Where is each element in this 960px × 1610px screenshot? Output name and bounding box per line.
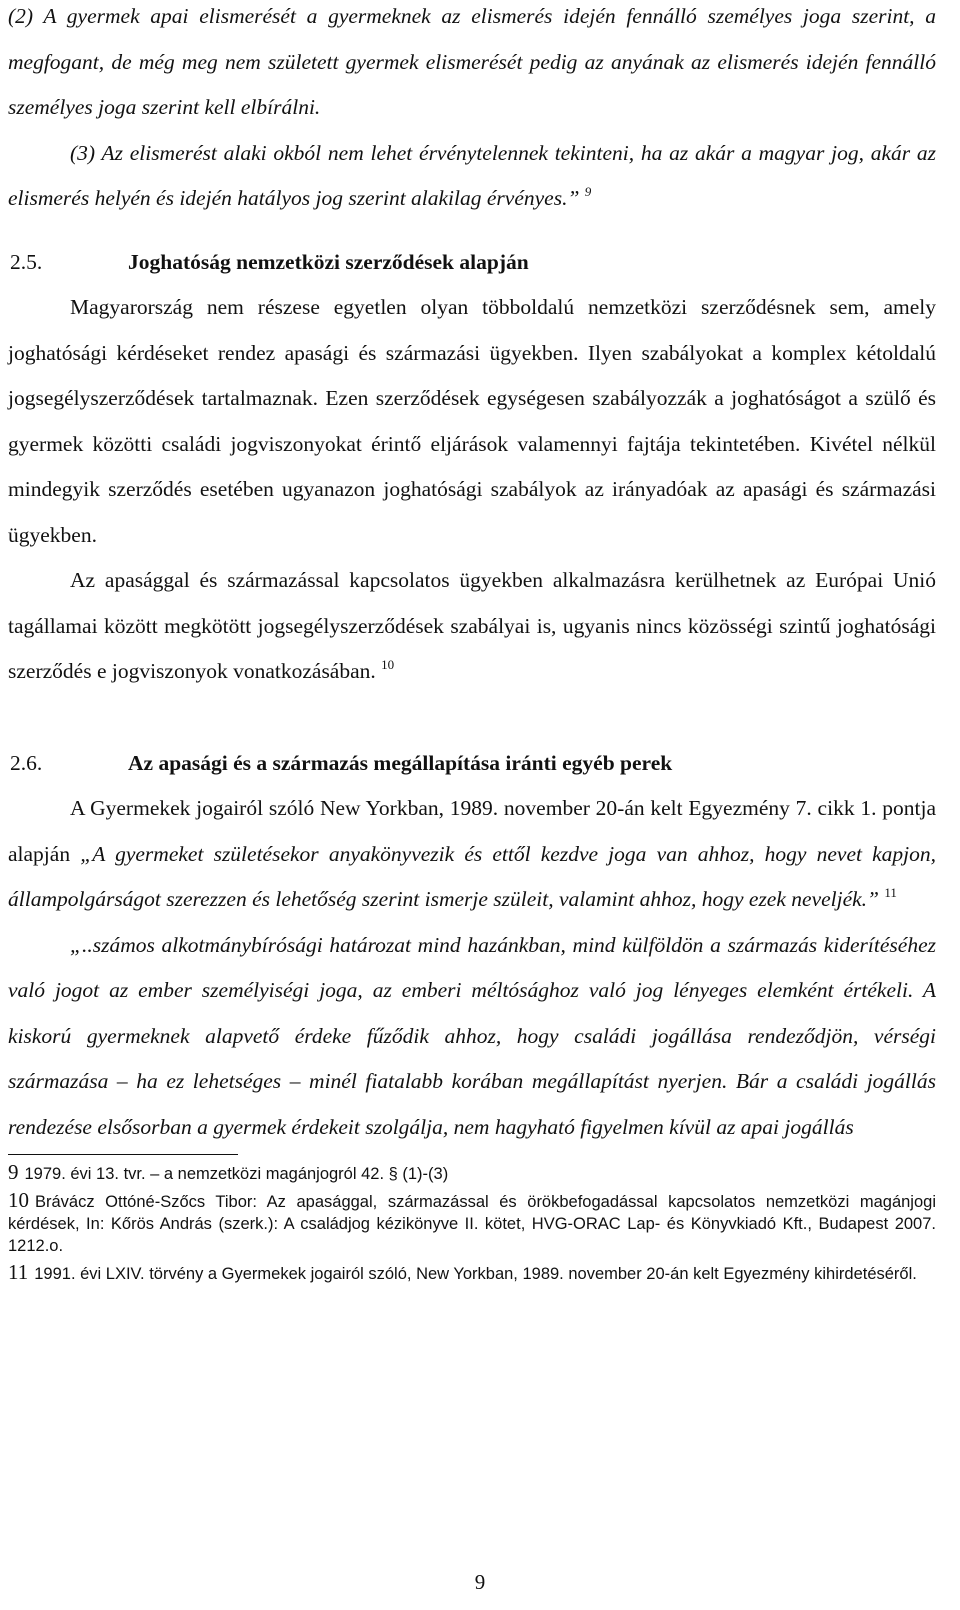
footnote-9 (8, 1161, 936, 1185)
paragraph-2 (8, 0, 936, 131)
footnote-text: 1991. évi LXIV. törvény a Gyermekek jogairól szóló, New Yorkban, 1989. november 20-án kelt Egyezmény kihirdetéséről. (34, 1265, 917, 1283)
footnote-number: 10 (8, 1188, 29, 1212)
section-title: Az apasági és a származás megállapítása iránti egyéb perek (128, 750, 673, 775)
footnote-11 (8, 1261, 936, 1285)
paragraph-lead: A Gyermekek jogairól szóló New Yorkban, 1989. november 20-án kelt Egyezmény 7. cikk 1. pontja alapján (8, 796, 936, 866)
footnote-number: 9 (8, 1160, 19, 1184)
section-number: 2.6. (10, 750, 43, 775)
footnotes (8, 1161, 936, 1285)
paragraph-text: „..számos alkotmánybírósági határozat mind hazánkban, mind külföldön a származás kiderítéséhez való jogot az ember személyiségi joga, az emberi méltósághoz való jog lényeges elemként értékeli. A kiskorú gyermeknek alapvető érdeke fűződik ahhoz, hogy családi jogállása rendeződjön, vérségi származása – ha ez lehetséges – minél fiatalabb korában megállapítást nyerjen. Bár a családi jogállás rendezése elsősorban a gyermek érdekeit szolgálja, nem hagyható figyelmen kívül az apai jogállás (8, 932, 936, 1139)
footnote-ref-10[interactable]: 10 (381, 657, 395, 672)
footnote-10 (8, 1189, 936, 1257)
convention-quote: „A gyermeket születésekor anyakönyvezik és ettől kezdve joga van ahhoz, hogy nevet kapjon, állampolgárságot szerezzen és lehetőség szerint ismerje szüleit, valamint ahhoz, hogy ezek neveljék.” (8, 841, 936, 911)
section-heading-2-5 (8, 240, 936, 286)
section-heading-2-6 (8, 741, 936, 787)
footnote-number: 11 (8, 1260, 29, 1284)
footnote-ref-11[interactable]: 11 (884, 885, 897, 900)
footnote-text: Brávácz Ottóné-Szőcs Tibor: Az apasággal, származással és örökbefogadással kapcsolatos nemzetközi magánjogi kérdések, In: Kőrös András (szerk.): A családjog kézikönyve II. kötet, HVG-ORAC Lap- és Könyvkiadó Kft., Budapest 2007. 1212.o. (8, 1193, 936, 1255)
paragraph-3 (8, 131, 936, 222)
footnote-divider (8, 1154, 238, 1155)
paragraph-2-text: (2) A gyermek apai elismerését a gyermeknek az elismerés idején fennálló személyes joga szerint, a megfogant, de még meg nem született gyermek elismerését pedig az anyának az elismerés idején fennálló személyes joga szerint kell elbírálni. (8, 4, 936, 119)
section-number: 2.5. (10, 249, 43, 274)
section-2-6-paragraph-2 (8, 923, 936, 1151)
footnote-text: 1979. évi 13. tvr. – a nemzetközi magánjogról 42. § (1)-(3) (24, 1165, 449, 1183)
paragraph-text: Magyarország nem részese egyetlen olyan többoldalú nemzetközi szerződésnek sem, amely joghatósági kérdéseket rendez apasági és származási ügyekben. Ilyen szabályokat a komplex kétoldalú jogsegélyszerződések tartalmaznak. Ezen szerződések egységesen szabályozzák a joghatóságot a szülő és gyermek közötti családi jogviszonyokat érintő eljárások valamennyi fajtája tekintetében. Kivétel nélkül mindegyik szerződés esetében ugyanazon joghatósági szabályok az irányadóak az apasági és származási ügyekben. (8, 295, 936, 547)
section-2-6-paragraph-1 (8, 786, 936, 923)
section-2-5-paragraph-1 (8, 285, 936, 558)
paragraph-3-text: (3) Az elismerést alaki okból nem lehet érvénytelennek tekinteni, ha az akár a magyar jog, akár az elismerés helyén és idején hatályos jog szerint alakilag érvényes.” (8, 140, 936, 210)
section-title: Joghatóság nemzetközi szerződések alapján (128, 249, 529, 274)
document-page (8, 0, 936, 1289)
paragraph-text: Az apasággal és származással kapcsolatos ügyekben alkalmazásra kerülhetnek az Európai Unió tagállamai között megkötött jogsegélyszerződések szabályai is, ugyanis nincs közösségi szintű joghatósági szerződés e jogviszonyok vonatkozásában. (8, 568, 936, 683)
page-number: 9 (474, 1570, 486, 1594)
footnote-ref-9[interactable]: 9 (584, 184, 592, 199)
section-2-5-paragraph-2 (8, 558, 936, 695)
